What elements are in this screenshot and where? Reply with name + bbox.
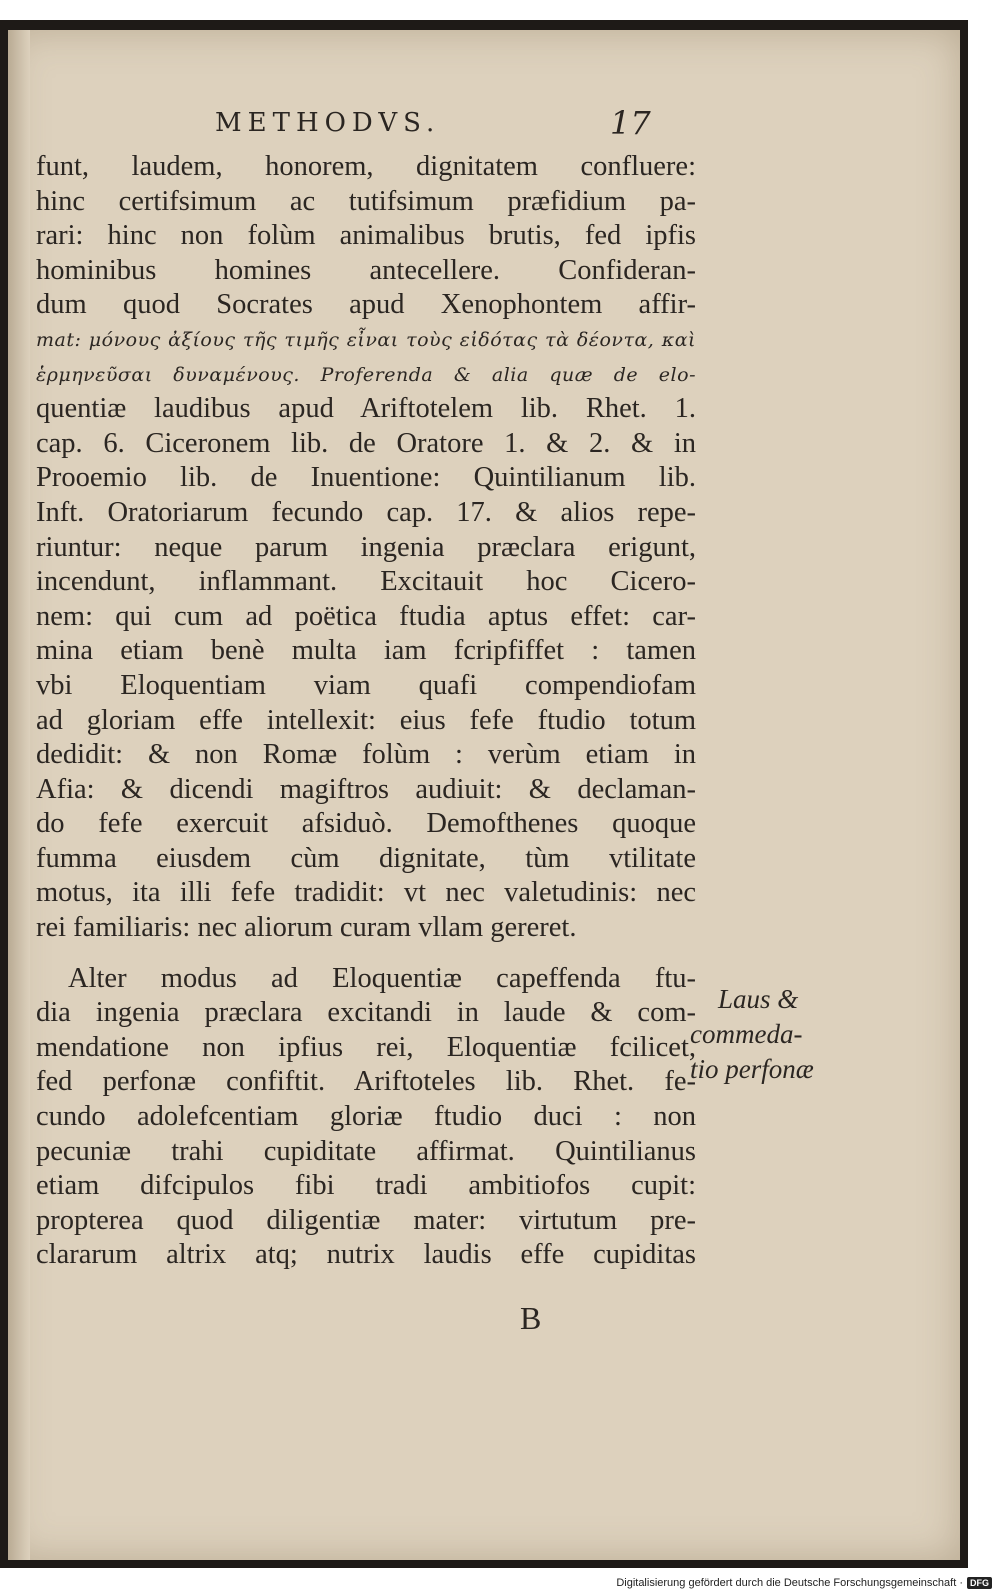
text-line: riuntur: neque parum ingenia præclara erigunt,	[36, 531, 696, 563]
text-line: cundo adolefcentiam gloriæ ftudio duci : non	[36, 1101, 696, 1133]
text-line: Alter modus ad Eloquentiæ capeffenda ftu-	[68, 962, 696, 994]
text-line: hinc certifsimum ac tutifsimum præfidium pa-	[36, 185, 696, 217]
text-line: dum quod Socrates apud Xenophontem affir-	[36, 289, 696, 321]
footer-credit-text: Digitalisierung gefördert durch die Deutsche Forschungsgemeinschaft ·	[616, 1577, 963, 1589]
text-line: pecuniæ trahi cupiditate affirmat. Quintilianus	[36, 1135, 696, 1167]
text-line: dedidit: & non Romæ folùm : verùm etiam in	[36, 739, 696, 771]
text-line: quentiæ laudibus apud Ariftotelem lib. Rhet. 1.	[36, 393, 696, 425]
text-line: hominibus homines antecellere. Confideran-	[36, 254, 696, 286]
text-line: Afia: & dicendi magiftros audiuit: & declaman-	[36, 773, 696, 805]
signature-mark: B	[520, 1300, 542, 1336]
marginal-note-line: commeda-	[690, 1019, 803, 1049]
text-line: rei familiaris: nec aliorum curam vllam gereret.	[36, 912, 577, 944]
text-line: clararum altrix atq; nutrix laudis effe cupiditas	[36, 1239, 696, 1271]
running-head: METHODVS.	[215, 108, 441, 138]
text-line: motus, ita illi fefe tradidit: vt nec valetudinis: nec	[36, 877, 696, 909]
marginal-note-line: tio perfonæ	[690, 1054, 814, 1084]
greek-quote-line: mat: μόνους ἀξίους τῆς τιμῆς εἶναι τοὺς εἰδότας τὰ δέοντα, καὶ	[36, 328, 696, 351]
text-line: vbi Eloquentiam viam quafi compendiofam	[36, 669, 696, 701]
footer-credit	[616, 1577, 992, 1589]
paragraph-gap	[36, 946, 696, 962]
text-line: rari: hinc non folùm animalibus brutis, fed ipfis	[36, 220, 696, 252]
text-line: mina etiam benè multa iam fcripfiffet : tamen	[36, 635, 696, 667]
text-line: mendatione non ipfius rei, Eloquentiæ fcilicet,	[36, 1031, 696, 1063]
dfg-logo: DFG	[967, 1577, 992, 1589]
page-gutter-shadow	[8, 30, 30, 1560]
marginal-note	[690, 982, 840, 1087]
text-line: fumma eiusdem cùm dignitate, tùm vtilitate	[36, 842, 696, 874]
text-line: etiam difcipulos fibi tradi ambitiofos cupit:	[36, 1170, 696, 1202]
greek-quote-line: ἑρμηνεῦσαι δυναμένους. Proferenda & alia quæ de elo-	[36, 363, 696, 386]
text-line: fed perfonæ confiftit. Ariftoteles lib. Rhet. fe-	[36, 1066, 696, 1098]
text-line: propterea quod diligentiæ mater: virtutum pre-	[36, 1204, 696, 1236]
paragraph-1	[36, 150, 696, 946]
text-line: do fefe exercuit afsiduò. Demofthenes quoque	[36, 808, 696, 840]
text-line: nem: qui cum ad poëtica ftudia aptus effet: car-	[36, 600, 696, 632]
page-number: 17	[610, 104, 651, 142]
marginal-note-line: Laus &	[718, 984, 799, 1014]
text-line: funt, laudem, honorem, dignitatem confluere:	[36, 151, 696, 182]
text-line: dia ingenia præclara excitandi in laude & com-	[36, 997, 696, 1029]
text-line: ad gloriam effe intellexit: eius fefe ftudio totum	[36, 704, 696, 736]
text-line: incendunt, inflammant. Excitauit hoc Cicero-	[36, 566, 696, 598]
body-text	[36, 150, 696, 1273]
paragraph-2	[36, 962, 696, 1273]
text-line: Inft. Oratoriarum fecundo cap. 17. & alios repe-	[36, 496, 696, 528]
text-line: Prooemio lib. de Inuentione: Quintilianum lib.	[36, 462, 696, 494]
text-line: cap. 6. Ciceronem lib. de Oratore 1. & 2. & in	[36, 427, 696, 459]
